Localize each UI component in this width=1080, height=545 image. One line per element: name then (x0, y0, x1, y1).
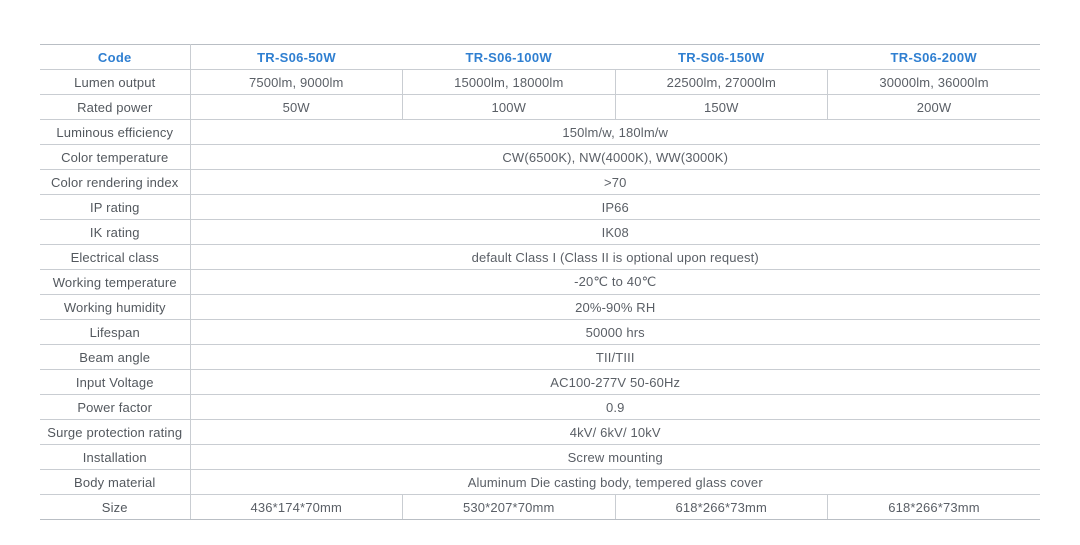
row-value: 50W (190, 95, 403, 120)
row-value: 618*266*73mm (828, 495, 1041, 520)
header-label-cell: Code (40, 45, 190, 70)
row-value-merged: 4kV/ 6kV/ 10kV (190, 420, 1040, 445)
table-row (40, 245, 1040, 270)
table-row (40, 95, 1040, 120)
row-label: Body material (40, 470, 190, 495)
row-label: Luminous efficiency (40, 120, 190, 145)
row-label: Electrical class (40, 245, 190, 270)
table-row (40, 320, 1040, 345)
header-model-cell: TR-S06-200W (828, 45, 1041, 70)
row-label: Input Voltage (40, 370, 190, 395)
row-value: 22500lm, 27000lm (615, 70, 828, 95)
row-label: Working temperature (40, 270, 190, 295)
specification-table-container (40, 44, 1040, 520)
header-model-cell: TR-S06-100W (403, 45, 616, 70)
row-label: Size (40, 495, 190, 520)
row-label: IK rating (40, 220, 190, 245)
row-value: 436*174*70mm (190, 495, 403, 520)
table-row (40, 420, 1040, 445)
row-value: 7500lm, 9000lm (190, 70, 403, 95)
table-row (40, 220, 1040, 245)
row-value-merged: TII/TIII (190, 345, 1040, 370)
row-label: Working humidity (40, 295, 190, 320)
table-row (40, 195, 1040, 220)
row-value-merged: Aluminum Die casting body, tempered glass cover (190, 470, 1040, 495)
row-value: 200W (828, 95, 1041, 120)
row-value-merged: IK08 (190, 220, 1040, 245)
specification-table (40, 44, 1040, 520)
row-value-merged: CW(6500K), NW(4000K), WW(3000K) (190, 145, 1040, 170)
row-value-merged: 50000 hrs (190, 320, 1040, 345)
row-value-merged: AC100-277V 50-60Hz (190, 370, 1040, 395)
table-row (40, 370, 1040, 395)
row-value-merged: Screw mounting (190, 445, 1040, 470)
row-label: IP rating (40, 195, 190, 220)
row-value-merged: default Class I (Class II is optional upon request) (190, 245, 1040, 270)
row-label: Color rendering index (40, 170, 190, 195)
row-label: Lumen output (40, 70, 190, 95)
table-row (40, 295, 1040, 320)
table-row (40, 270, 1040, 295)
row-value: 30000lm, 36000lm (828, 70, 1041, 95)
row-label: Installation (40, 445, 190, 470)
row-value-merged: 150lm/w, 180lm/w (190, 120, 1040, 145)
table-row (40, 170, 1040, 195)
row-label: Power factor (40, 395, 190, 420)
row-value: 618*266*73mm (615, 495, 828, 520)
row-label: Beam angle (40, 345, 190, 370)
table-row (40, 70, 1040, 95)
table-row (40, 445, 1040, 470)
table-row (40, 345, 1040, 370)
row-label: Rated power (40, 95, 190, 120)
row-value-merged: -20℃ to 40℃ (190, 270, 1040, 295)
row-value: 530*207*70mm (403, 495, 616, 520)
row-value-merged: >70 (190, 170, 1040, 195)
table-row (40, 395, 1040, 420)
row-label: Color temperature (40, 145, 190, 170)
row-label: Surge protection rating (40, 420, 190, 445)
header-model-cell: TR-S06-50W (190, 45, 403, 70)
row-label: Lifespan (40, 320, 190, 345)
row-value-merged: IP66 (190, 195, 1040, 220)
row-value-merged: 0.9 (190, 395, 1040, 420)
header-model-cell: TR-S06-150W (615, 45, 828, 70)
row-value: 15000lm, 18000lm (403, 70, 616, 95)
table-row (40, 470, 1040, 495)
table-row (40, 120, 1040, 145)
table-row (40, 145, 1040, 170)
row-value: 150W (615, 95, 828, 120)
table-row (40, 495, 1040, 520)
row-value: 100W (403, 95, 616, 120)
table-header-row (40, 45, 1040, 70)
row-value-merged: 20%-90% RH (190, 295, 1040, 320)
